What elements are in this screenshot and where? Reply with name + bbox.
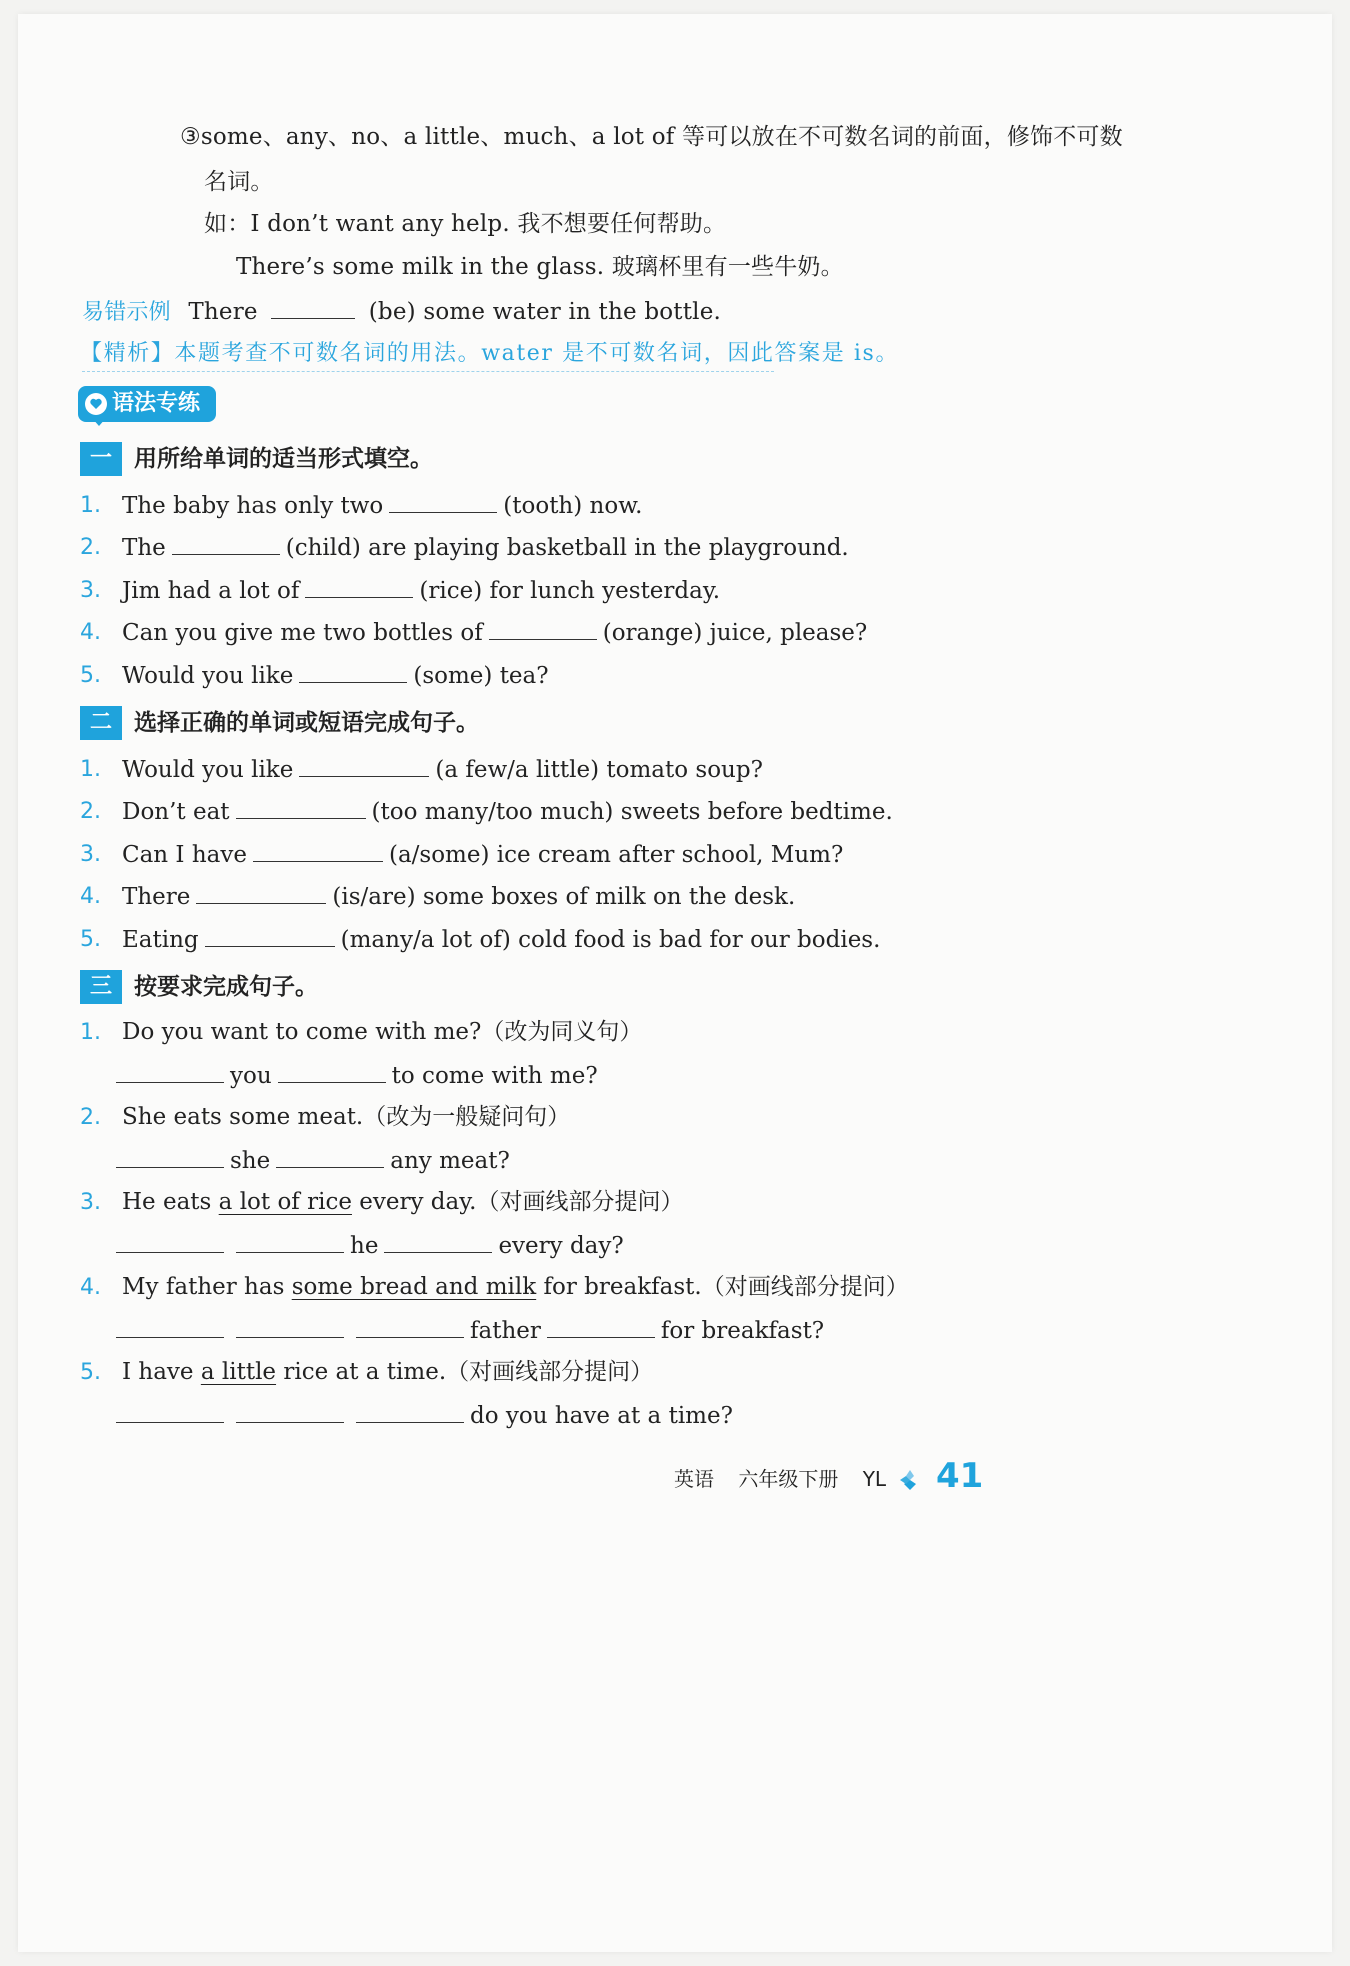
banner-title: 语法专练 — [112, 391, 201, 416]
answer-blank[interactable] — [299, 754, 429, 777]
rule3-example2: There’s some milk in the glass. 玻璃杯里有一些牛奶。 — [236, 254, 844, 280]
rule3-line2: 名词。 — [204, 169, 274, 195]
error-example-after: (be) some water in the bottle. — [368, 299, 722, 325]
answer-blank[interactable] — [116, 1230, 224, 1253]
answer-blank[interactable] — [299, 660, 407, 683]
answer-blank[interactable] — [356, 1315, 464, 1338]
answer-blank[interactable] — [489, 617, 597, 640]
s3-answer-2: she any meat? — [116, 1145, 510, 1176]
answer-blank[interactable] — [389, 490, 497, 513]
s3-answer-3: he every day? — [116, 1230, 624, 1261]
footer-grade: 六年级下册 — [738, 1467, 839, 1491]
footer-edition: YL — [862, 1467, 887, 1491]
s3-answer-1: you to come with me? — [116, 1060, 598, 1091]
section1-marker: 一 — [80, 442, 122, 476]
underlined-phrase: some bread and milk — [291, 1274, 537, 1300]
underlined-phrase: a little — [200, 1359, 277, 1385]
diamond-logo-icon — [898, 1468, 922, 1492]
answer-blank[interactable] — [356, 1400, 464, 1423]
section2-marker: 二 — [80, 706, 122, 740]
s3-answer-5: do you have at a time? — [116, 1400, 733, 1431]
answer-blank[interactable] — [384, 1230, 492, 1253]
answer-blank[interactable] — [305, 575, 413, 598]
s3-answer-4: father for breakfast? — [116, 1315, 824, 1346]
underlined-phrase: a lot of rice — [218, 1189, 352, 1215]
answer-blank[interactable] — [253, 839, 383, 862]
section1-title: 用所给单词的适当形式填空。 — [134, 446, 433, 472]
answer-blank[interactable] — [116, 1060, 224, 1083]
answer-blank[interactable] — [236, 1400, 344, 1423]
answer-blank[interactable] — [236, 796, 366, 819]
heart-bubble-icon — [84, 392, 108, 416]
banner-tail — [92, 418, 106, 426]
answer-blank[interactable] — [116, 1145, 224, 1168]
answer-blank[interactable] — [236, 1230, 344, 1253]
answer-blank[interactable] — [116, 1400, 224, 1423]
rule3-line1: ③some、any、no、a little、much、a lot of 等可以放在不可数名词的前面，修饰不可数 — [180, 124, 1123, 150]
answer-blank[interactable] — [205, 924, 335, 947]
section3-title: 按要求完成句子。 — [134, 974, 318, 1000]
rule3-example1: 如：I don’t want any help. 我不想要任何帮助。 — [204, 211, 727, 237]
section3-marker: 三 — [80, 970, 122, 1004]
error-example-blank[interactable] — [271, 296, 355, 319]
answer-blank[interactable] — [547, 1315, 655, 1338]
answer-blank[interactable] — [276, 1145, 384, 1168]
error-example — [82, 296, 721, 328]
error-example-before: There — [188, 299, 258, 325]
grammar-practice-banner — [78, 386, 216, 422]
error-example-label: 易错示例 — [82, 300, 171, 325]
section2-title: 选择正确的单词或短语完成句子。 — [134, 710, 479, 736]
workbook-page: ③some、any、no、a little、much、a lot of 等可以放在不可数名词的前面，修饰不可数 名词。 如：I don’t want any help. 我不想要任何帮助。 There’s some milk in the glass. 玻璃杯里有一些牛奶。 易错示例 There (be) some water in the bottle. 【精析】本题考查不可数名词的用法。water 是不可数名词，因此答案是 is。 语法专练 一 用所给单词的适当形式填空。 1. The baby has only two (tooth) now. 2. The (child) are playing basketball in the playground. 3. Jim had a lot of (rice) for lunch yesterday. 4. Can you give me two bottles of (orange) juice, please? 5. Would you like (some) tea? 二 选择正确的单词或短语完成句子。 1. Would you like (a few/a little) tomato soup? 2. Don’t eat (too many/too much) sweets before bedtime. 3. Can I have (a/some) ice cream after school, Mum? 4. There (is/are) some boxes of milk on the desk. 5. Eating (many/a lot of) cold food is bad for our bodies. 三 按要求完成句子。 1. Do you want to come with me?（改为同义句） you to come with me? 2. She eats some meat.（改为一般疑问句） she any meat? 3. He eats a lot of rice every day.（对画线部分提问） he every day? 4. My father has some bread and milk for breakfast.（对画线部分提问） father for breakfast? 5. I have a little rice at a time.（对画线部分提问） do you have at a time? 英语 六年级下册 YL 41 — [18, 14, 1332, 1952]
answer-blank[interactable] — [278, 1060, 386, 1083]
answer-blank[interactable] — [172, 532, 280, 555]
dashed-divider — [82, 371, 774, 372]
footer — [674, 1464, 886, 1494]
answer-blank[interactable] — [196, 881, 326, 904]
footer-subject: 英语 — [674, 1467, 714, 1491]
answer-blank[interactable] — [116, 1315, 224, 1338]
page-number: 41 — [936, 1456, 984, 1496]
answer-blank[interactable] — [236, 1315, 344, 1338]
error-analysis: 【精析】本题考查不可数名词的用法。water 是不可数名词，因此答案是 is。 — [80, 341, 900, 366]
